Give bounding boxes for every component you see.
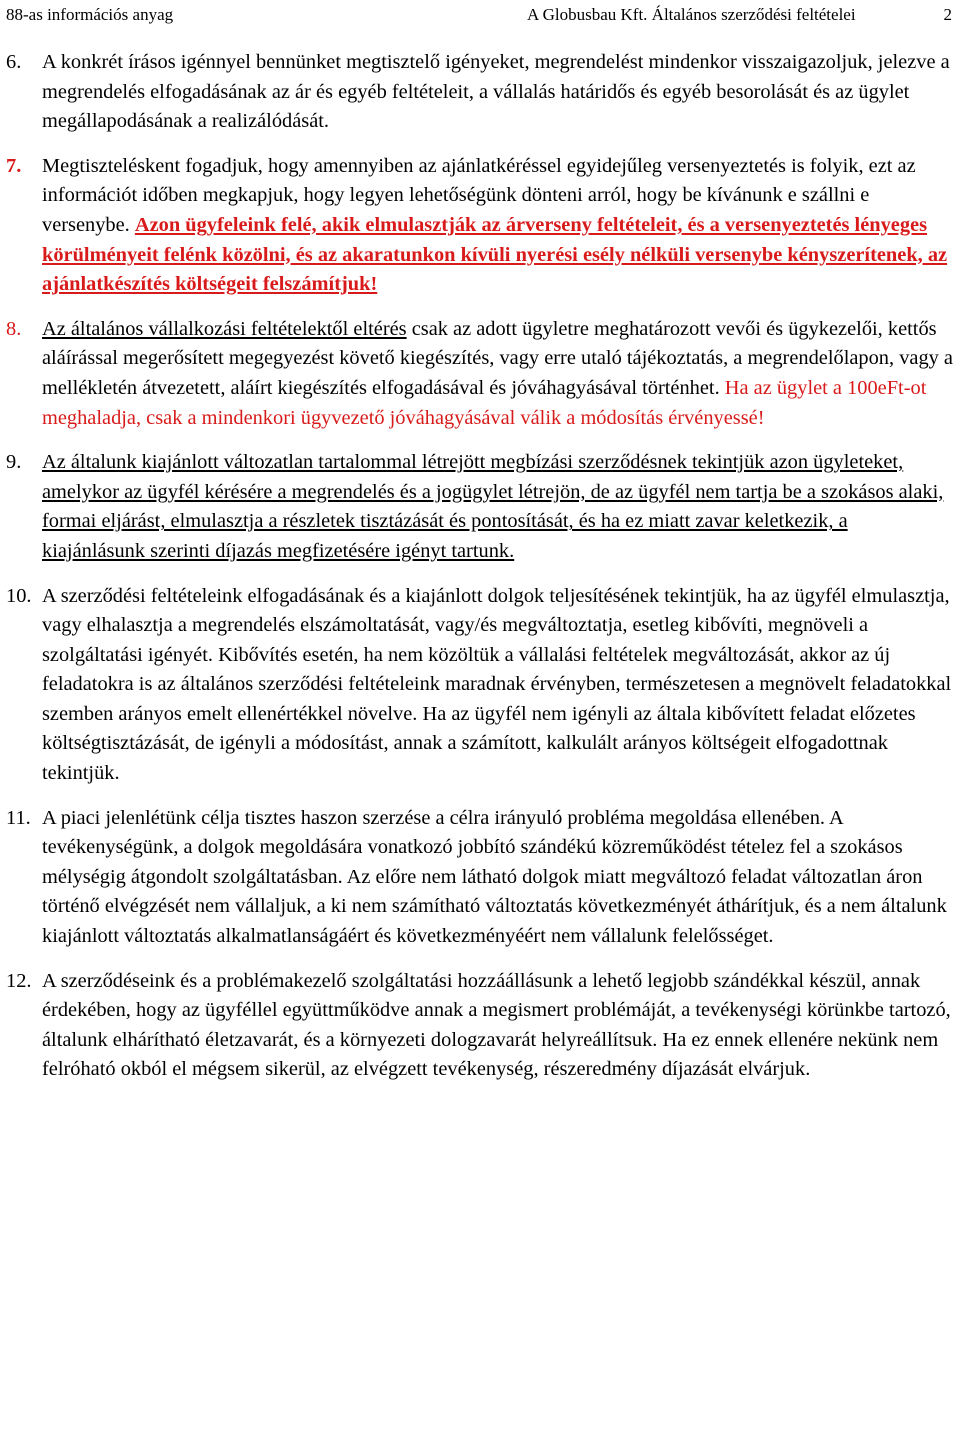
clause-10: [6, 582, 954, 789]
header-document-title: A Globusbau Kft. Általános szerződési feltételei: [527, 5, 856, 24]
clause-number: 6.: [6, 51, 22, 73]
clause-text: A konkrét írásos igénnyel bennünket megtisztelő igényeket, megrendelést mindenkor visszaigazoljuk, jelezve a megrendelés elfogadásának az ár és egyéb feltételeit, a vállalás határidős és egyéb besorolását és az ügylet megállapodásának a realizálódását.: [42, 51, 950, 133]
clause-text: A szerződési feltételeink elfogadásának és a kiajánlott dolgok teljesítésének tekintjük, ha az ügyfél elmulasztja, vagy elhalasztja a megrendelés elszámoltatását, vagy/és megváltoztatja, esetleg kibővíti, megnöveli a szolgáltatási igényét. Kibővítés esetén, ha nem közöltük a vállalási feltételek megváltozását, akkor az új feladatokra is az általános szerződési feltételeink maradnak érvényben, természetesen a megnövelt feladatokkal szemben arányos emelt ellenértékkel növelve. Ha az ügyfél nem igényli az általa kibővített feladat előzetes költségtisztázását, de igényli a módosítást, annak a számított, kalkulált arányos költségeit elfogadottnak tekintjük.: [42, 584, 952, 785]
clause-text: A szerződéseink és a problémakezelő szolgáltatási hozzáállásunk a lehető legjobb szándékkal készül, annak érdekében, hogy az ügyféllel együttműködve annak a megismert problémáját, a tevékenységi körünkbe tartozó, általunk elhárítható életzavarát, és a környezeti dologzavarát helyreállítsuk. Ha ez ennek ellenére nekünk nem felróható okból el mégsem sikerül, az elvégzett tevékenység, részeredmény díjazását elvárjuk.: [42, 969, 951, 1081]
clause-8: [6, 315, 954, 433]
clause-number: 10.: [6, 584, 32, 607]
clause-underlined-text: Az általános vállalkozási feltételektől eltérés: [42, 317, 407, 340]
page-header: [6, 4, 952, 26]
clause-12: [6, 967, 954, 1085]
clause-number: 9.: [6, 451, 22, 474]
clause-text: A piaci jelenlétünk célja tisztes haszon szerzése a célra irányuló probléma megoldása ellenében. A tevékenységünk, a dolgok megoldására vonatkozó jobbító szándékú közreműködést tételez fel a szokásos mélységig átgondolt szolgáltatásban. Az előre nem látható dolgok miatt megváltozó feladat változatlan áron történő elvégzését nem vállaljuk, a ki nem számítható változtatás következményét áthárítjuk, és a nem általunk kiajánlott változtatás alkalmatlanságáért és következményéért nem vállalunk felelősséget.: [42, 806, 947, 948]
clause-text: Megtiszteléskent fogadjuk, hogy amennyiben az ajánlatkéréssel egyidejűleg versenyeztetés is folyik, ezt az információt időben megkapjuk, hogy legyen lehetőségünk dönteni arról, hogy be kívánunk e szállni e versenybe.: [42, 154, 916, 236]
clause-11: [6, 804, 954, 952]
page-number: 2: [943, 5, 952, 24]
clause-number: 7.: [6, 154, 22, 177]
clause-emphasis: Ha az ügylet a 100eFt-ot meghaladja, csak a mindenkori ügyvezető jóváhagyásával válik a módosítás érvényessé!: [42, 376, 927, 429]
clause-number: 11.: [6, 806, 31, 829]
clause-underlined-text: Az általunk kiajánlott változatlan tartalommal létrejött megbízási szerződésnek tekintjük azon ügyleteket, amelykor az ügyfél kérésére a megrendelés és a jogügylet létrejön, de az ügyfél nem tartja be a szokásos alaki, formai eljárást, elmulasztja a részletek tisztázását és pontosítását, és ha ez miatt zavar keletkezik, a kiajánlásunk szerinti díjazás megfizetésére igényt tartunk.: [42, 451, 944, 562]
clause-number: 8.: [6, 317, 22, 340]
clause-9: [6, 448, 954, 566]
clause-text: csak az adott ügyletre meghatározott vevői és ügykezelői, kettős aláírással megerősített megegyezést követő kiegészítés, vagy erre utaló tájékoztatás, a megrendelőlapon, vagy a mellékletén átvezetett, aláírt kiegészítés elfogadásával és jóváhagyásával történhet.: [42, 317, 953, 399]
clause-6: [6, 48, 954, 137]
clause-7: [6, 152, 954, 300]
header-document-label: 88-as információs anyag: [6, 5, 174, 24]
terms-list: [6, 48, 954, 1085]
clause-number: 12.: [6, 969, 32, 992]
clause-emphasis: Azon ügyfeleink felé, akik elmulasztják az árverseny feltételeit, és a versenyeztetés lényeges körülményeit felénk közölni, és az akaratunkon kívüli nyerési esély nélküli versenybe kényszerítenek, az ajánlatkészítés költségeit felszámítjuk!: [42, 213, 948, 296]
